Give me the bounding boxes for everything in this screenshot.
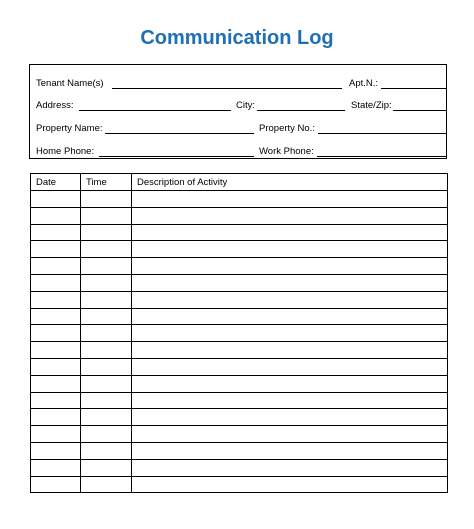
description-cell[interactable] xyxy=(132,274,448,291)
state-zip-field[interactable] xyxy=(393,110,447,111)
table-row xyxy=(31,476,448,493)
date-cell[interactable] xyxy=(31,274,81,291)
description-cell[interactable] xyxy=(132,258,448,275)
time-cell[interactable] xyxy=(81,442,132,459)
table-row xyxy=(31,442,448,459)
time-cell[interactable] xyxy=(81,476,132,493)
tenant-names-field[interactable] xyxy=(112,88,342,89)
address-label: Address: xyxy=(36,100,74,111)
work-phone-field[interactable] xyxy=(317,156,447,157)
time-cell[interactable] xyxy=(81,207,132,224)
description-cell[interactable] xyxy=(132,224,448,241)
table-row xyxy=(31,241,448,258)
date-cell[interactable] xyxy=(31,426,81,443)
description-cell[interactable] xyxy=(132,375,448,392)
time-cell[interactable] xyxy=(81,459,132,476)
description-cell[interactable] xyxy=(132,442,448,459)
property-no-field[interactable] xyxy=(318,133,447,134)
date-cell[interactable] xyxy=(31,409,81,426)
date-cell[interactable] xyxy=(31,459,81,476)
description-cell[interactable] xyxy=(132,207,448,224)
time-cell[interactable] xyxy=(81,308,132,325)
description-cell[interactable] xyxy=(132,476,448,493)
date-cell[interactable] xyxy=(31,476,81,493)
tenant-names-label: Tenant Name(s) xyxy=(36,78,104,89)
city-label: City: xyxy=(236,100,255,111)
date-cell[interactable] xyxy=(31,291,81,308)
table-row xyxy=(31,274,448,291)
time-cell[interactable] xyxy=(81,392,132,409)
property-row xyxy=(36,121,442,137)
date-cell[interactable] xyxy=(31,392,81,409)
date-cell[interactable] xyxy=(31,308,81,325)
description-cell[interactable] xyxy=(132,191,448,208)
tenant-row xyxy=(36,76,442,92)
tenant-info-section xyxy=(29,64,447,159)
time-cell[interactable] xyxy=(81,342,132,359)
phone-row xyxy=(36,144,442,160)
address-field[interactable] xyxy=(79,110,231,111)
description-cell[interactable] xyxy=(132,325,448,342)
date-cell[interactable] xyxy=(31,258,81,275)
date-cell[interactable] xyxy=(31,325,81,342)
time-cell[interactable] xyxy=(81,224,132,241)
time-cell[interactable] xyxy=(81,191,132,208)
time-cell[interactable] xyxy=(81,291,132,308)
description-cell[interactable] xyxy=(132,241,448,258)
description-cell[interactable] xyxy=(132,426,448,443)
work-phone-label: Work Phone: xyxy=(259,146,314,157)
description-cell[interactable] xyxy=(132,291,448,308)
description-cell[interactable] xyxy=(132,358,448,375)
date-cell[interactable] xyxy=(31,207,81,224)
property-name-field[interactable] xyxy=(105,133,254,134)
table-row xyxy=(31,308,448,325)
date-cell[interactable] xyxy=(31,442,81,459)
address-row xyxy=(36,98,442,114)
city-field[interactable] xyxy=(257,110,345,111)
time-cell[interactable] xyxy=(81,426,132,443)
time-cell[interactable] xyxy=(81,325,132,342)
table-row xyxy=(31,459,448,476)
property-no-label: Property No.: xyxy=(259,123,315,134)
communication-log-table xyxy=(30,173,448,493)
page-title: Communication Log xyxy=(140,27,334,49)
table-row xyxy=(31,358,448,375)
time-cell[interactable] xyxy=(81,409,132,426)
date-cell[interactable] xyxy=(31,358,81,375)
table-row xyxy=(31,191,448,208)
date-cell[interactable] xyxy=(31,224,81,241)
home-phone-field[interactable] xyxy=(99,156,254,157)
time-cell[interactable] xyxy=(81,274,132,291)
apt-no-label: Apt.N.: xyxy=(349,78,379,89)
table-header-row xyxy=(31,174,448,191)
apt-no-field[interactable] xyxy=(381,88,447,89)
table-row xyxy=(31,342,448,359)
time-cell[interactable] xyxy=(81,241,132,258)
time-cell[interactable] xyxy=(81,258,132,275)
table-row xyxy=(31,426,448,443)
table-row xyxy=(31,392,448,409)
table-row xyxy=(31,224,448,241)
date-cell[interactable] xyxy=(31,241,81,258)
table-row xyxy=(31,325,448,342)
column-header-time: Time xyxy=(81,174,132,191)
time-cell[interactable] xyxy=(81,375,132,392)
column-header-description: Description of Activity xyxy=(132,174,448,191)
state-zip-label: State/Zip: xyxy=(351,100,392,111)
date-cell[interactable] xyxy=(31,342,81,359)
time-cell[interactable] xyxy=(81,358,132,375)
date-cell[interactable] xyxy=(31,375,81,392)
description-cell[interactable] xyxy=(132,308,448,325)
table-row xyxy=(31,207,448,224)
description-cell[interactable] xyxy=(132,459,448,476)
log-table-body xyxy=(31,191,448,493)
table-row xyxy=(31,409,448,426)
table-row xyxy=(31,291,448,308)
property-name-label: Property Name: xyxy=(36,123,103,134)
description-cell[interactable] xyxy=(132,392,448,409)
description-cell[interactable] xyxy=(132,342,448,359)
description-cell[interactable] xyxy=(132,409,448,426)
home-phone-label: Home Phone: xyxy=(36,146,95,157)
table-row xyxy=(31,258,448,275)
table-row xyxy=(31,375,448,392)
date-cell[interactable] xyxy=(31,191,81,208)
column-header-date: Date xyxy=(31,174,81,191)
